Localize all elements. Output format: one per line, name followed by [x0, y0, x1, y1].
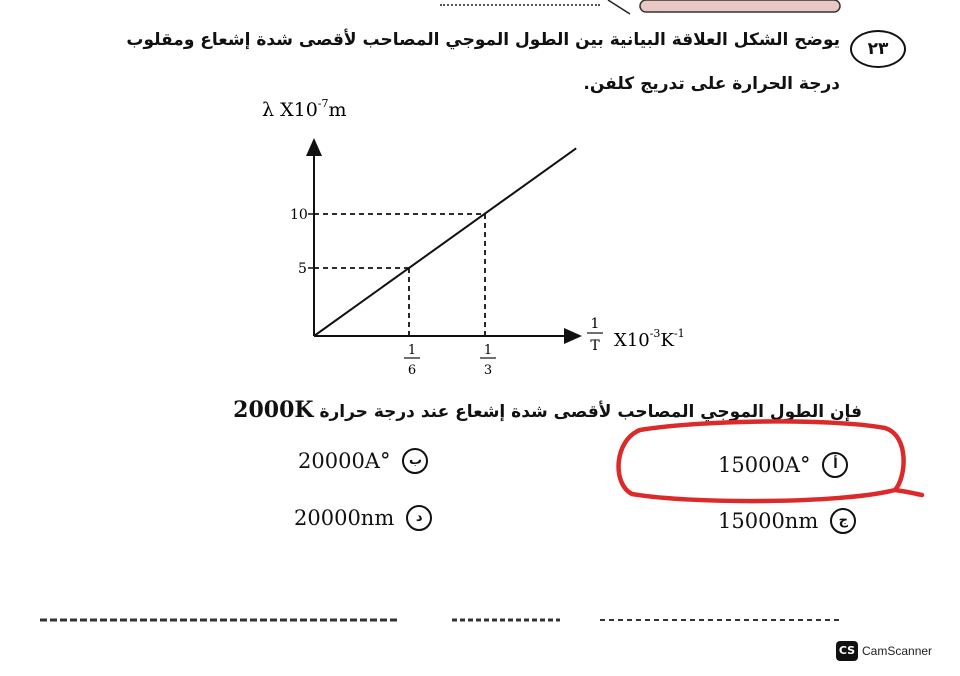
- option-d-value: 20000nm: [294, 506, 395, 530]
- x-axis-label: [587, 316, 685, 354]
- option-b-letter: ب: [402, 448, 428, 474]
- camscanner-watermark: [836, 641, 932, 661]
- option-c-value: 15000nm: [718, 509, 819, 533]
- prompt-text: فإن الطول الموجي المصاحب لأقصى شدة إشعاع عند درجة حرارة: [319, 402, 862, 422]
- option-c-letter: ج: [830, 508, 856, 534]
- camscanner-text: CamScanner: [862, 644, 933, 658]
- data-series-line: [314, 148, 576, 336]
- option-a-letter: أ: [822, 452, 848, 478]
- y-axis-label: λ $X10^{-7}m$: [262, 97, 347, 121]
- option-a-value: 15000A°: [718, 453, 811, 477]
- top-dotted-line: [440, 4, 600, 6]
- top-shape-fragment: [600, 0, 860, 18]
- question-number: ٢٣: [850, 30, 906, 68]
- option-b[interactable]: [298, 448, 428, 474]
- svg-text:3: 3: [483, 363, 493, 378]
- y-tick-5: 5: [298, 261, 307, 277]
- svg-text:X10-3K-1: $X10^{-3}K^{-1}$: [614, 327, 685, 351]
- svg-text:1: 1: [590, 316, 600, 332]
- option-b-value: 20000A°: [298, 449, 391, 473]
- question-text-line2: درجة الحرارة على تدريج كلفن.: [583, 74, 840, 94]
- prompt-temperature: 2000K: [233, 397, 314, 423]
- y-tick-10: 10: [290, 207, 308, 223]
- wavelength-vs-inverse-temperature-graph: [250, 92, 730, 392]
- question-text-line1: يوضح الشكل العلاقة البيانية بين الطول الموجي المصاحب لأقصى شدة إشعاع ومقلوب: [126, 30, 840, 50]
- svg-text:1: 1: [407, 343, 417, 358]
- svg-text:1: 1: [483, 343, 493, 358]
- option-d[interactable]: [294, 505, 432, 531]
- x-tick-1-6: [404, 343, 420, 378]
- option-c[interactable]: [718, 508, 856, 534]
- svg-text:T: T: [590, 338, 600, 354]
- bottom-dashed-fragment: [40, 612, 900, 626]
- x-tick-1-3: [480, 343, 496, 378]
- camscanner-logo: CS: [836, 641, 858, 661]
- option-a[interactable]: [718, 452, 848, 478]
- svg-text:6: 6: [407, 363, 417, 378]
- option-d-letter: د: [406, 505, 432, 531]
